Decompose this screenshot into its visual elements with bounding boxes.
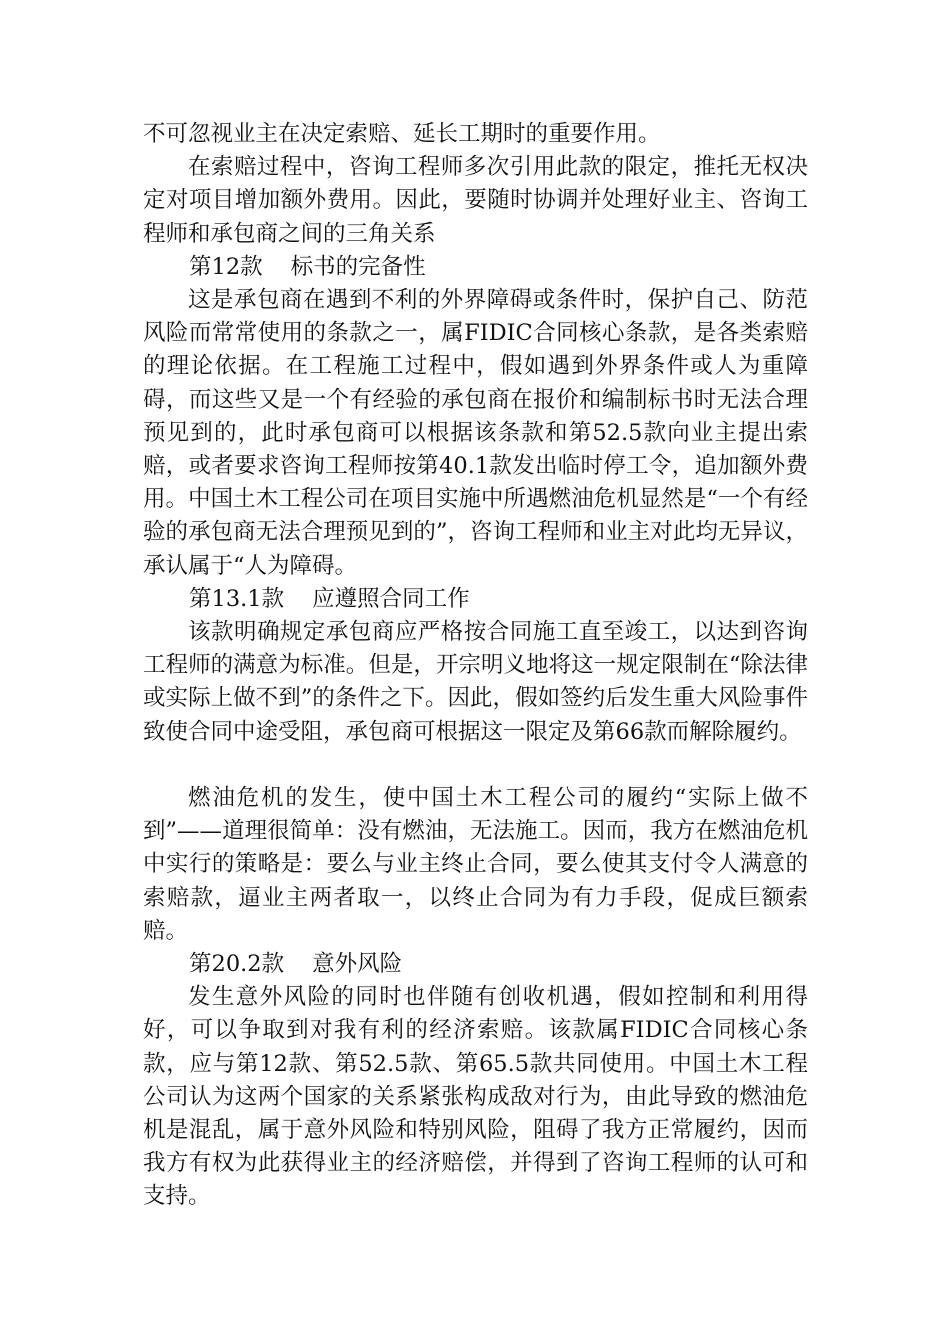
blank-line	[143, 749, 808, 782]
clause-heading-20-2	[143, 948, 808, 981]
clause-number: 第12款	[189, 253, 263, 280]
clause-title: 意外风险	[312, 951, 403, 978]
paragraph-2: 在索赔过程中，咨询工程师多次引用此款的限定，推托无权决定对项目增加额外费用。因此，要随时协调并处理好业主、咨询工程师和承包商之间的三角关系	[143, 154, 808, 247]
document-body	[143, 118, 808, 1214]
clause-title: 应遵照合同工作	[312, 585, 470, 612]
clause-number: 第13.1款	[189, 585, 285, 612]
clause-number: 第20.2款	[189, 951, 285, 978]
clause-heading-13-1	[143, 583, 808, 616]
clause-heading-12	[143, 251, 808, 284]
paragraph-6: 发生意外风险的同时也伴随有创收机遇，假如控制和利用得好，可以争取到对我有利的经济索赔。该款属FIDIC合同核心条款，应与第12款、第52.5款、第65.5款共同使用。中国土木工程公司认为这两个国家的关系紧张构成敌对行为，由此导致的燃油危机是混乱，属于意外风险和特别风险，阻碍了我方正常履约，因而我方有权为此获得业主的经济赔偿，并得到了咨询工程师的认可和支持。	[143, 984, 808, 1210]
paragraph-3: 这是承包商在遇到不利的外界障碍或条件时，保护自己、防范风险而常常使用的条款之一，属FIDIC合同核心条款，是各类索赔的理论依据。在工程施工过程中，假如遇到外界条件或人为重障碍，而这些又是一个有经验的承包商在报价和编制标书时无法合理预见到的，此时承包商可以根据该条款和第52.5款向业主提出索赔，或者要求咨询工程师按第40.1款发出临时停工令，追加额外费用。中国土木工程公司在项目实施中所遇燃油危机显然是“一个有经验的承包商无法合理预见到的”，咨询工程师和业主对此均无异议，承认属于“人为障碍。	[143, 287, 808, 579]
paragraph-4: 该款明确规定承包商应严格按合同施工直至竣工，以达到咨询工程师的满意为标准。但是，开宗明义地将这一规定限制在“除法律或实际上做不到”的条件之下。因此，假如签约后发生重大风险事件致使合同中途受阻，承包商可根据这一限定及第66款而解除履约。	[143, 619, 808, 745]
paragraph-1: 不可忽视业主在决定索赔、延长工期时的重要作用。	[143, 121, 661, 147]
paragraph-5: 燃油危机的发生，使中国土木工程公司的履约“实际上做不到”——道理很简单：没有燃油，无法施工。因而，我方在燃油危机中实行的策略是：要么与业主终止合同，要么使其支付令人满意的索赔款，逼业主两者取一，以终止合同为有力手段，促成巨额索赔。	[143, 785, 808, 944]
clause-title: 标书的完备性	[290, 253, 426, 280]
